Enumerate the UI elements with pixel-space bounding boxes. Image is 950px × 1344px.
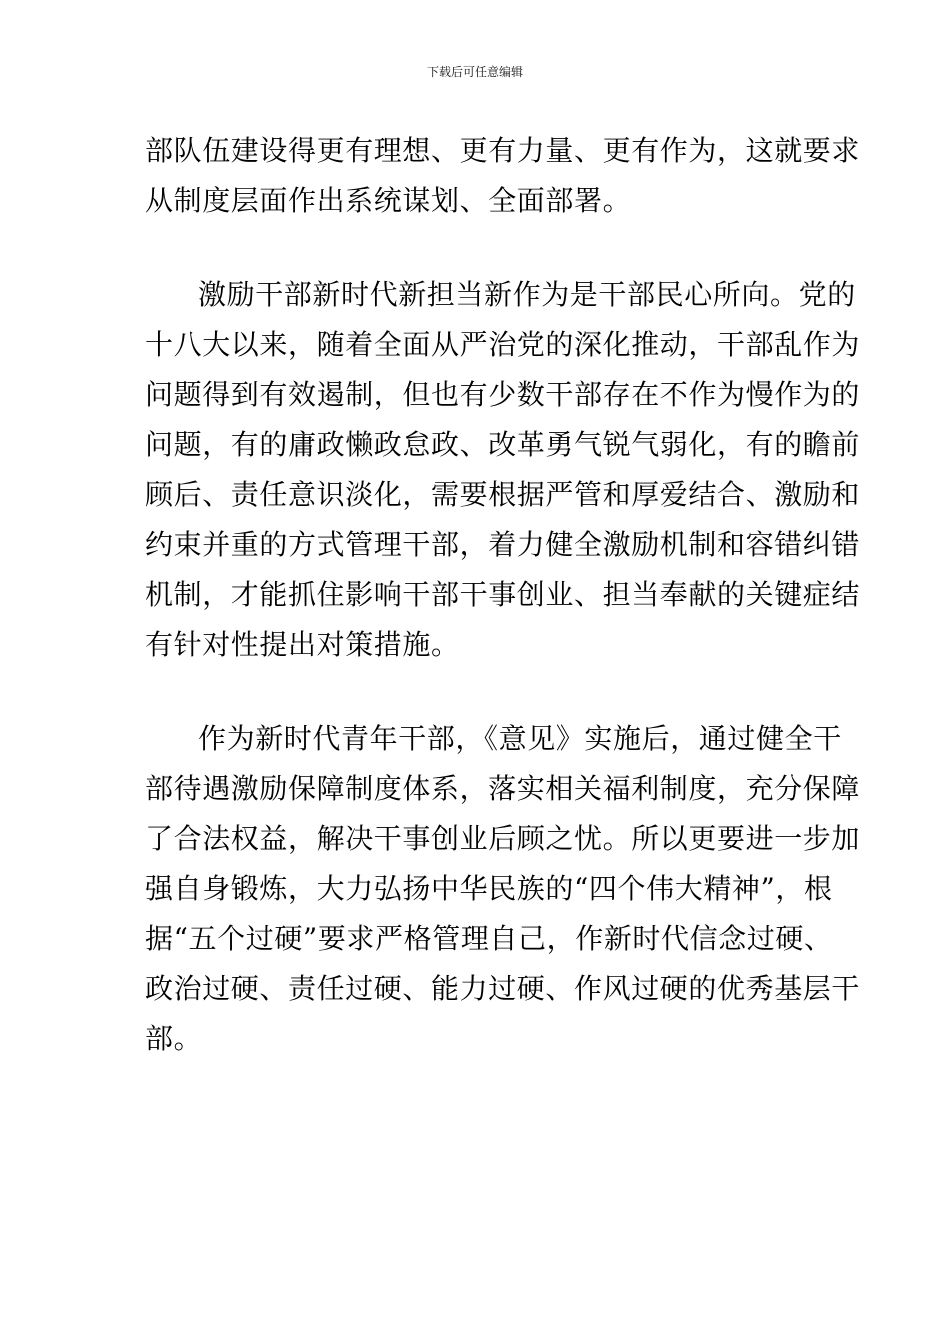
paragraph-line: 约束并重的方式管理干部，着力健全激励机制和容错纠错 xyxy=(145,528,861,561)
paragraph-line: 顾后、责任意识淡化，需要根据严管和厚爱结合、激励和 xyxy=(145,478,861,511)
paragraph-line: 部。 xyxy=(145,1022,203,1055)
paragraph-2 xyxy=(145,270,861,670)
paragraph-line: 作为新时代青年干部，《意见》实施后，通过健全干 xyxy=(198,722,842,755)
paragraph-line: 据“五个过硬”要求严格管理自己，作新时代信念过硬、 xyxy=(145,922,833,955)
paragraph-line: 部待遇激励保障制度体系，落实相关福利制度，充分保障 xyxy=(145,772,861,805)
paragraph-line: 政治过硬、责任过硬、能力过硬、作风过硬的优秀基层干 xyxy=(145,972,861,1005)
paragraph-line: 问题得到有效遏制，但也有少数干部存在不作为慢作为的 xyxy=(145,378,861,411)
document-body xyxy=(145,126,861,1064)
page-header: 下载后可任意编辑 xyxy=(426,65,523,79)
paragraph-gap xyxy=(145,670,807,714)
paragraph-gap xyxy=(145,226,807,270)
paragraph-line: 从制度层面作出系统谋划、全面部署。 xyxy=(145,184,632,217)
paragraph-1 xyxy=(145,126,861,226)
paragraph-line: 机制，才能抓住影响干部干事创业、担当奉献的关键症结 xyxy=(145,578,861,611)
paragraph-line: 有针对性提出对策措施。 xyxy=(145,628,460,661)
paragraph-line: 激励干部新时代新担当新作为是干部民心所向。党的 xyxy=(198,278,856,311)
paragraph-line: 问题，有的庸政懒政怠政、改革勇气锐气弱化，有的瞻前 xyxy=(145,428,861,461)
paragraph-line: 了合法权益，解决干事创业后顾之忧。所以更要进一步加 xyxy=(145,822,861,855)
paragraph-line: 十八大以来，随着全面从严治党的深化推动，干部乱作为 xyxy=(145,328,861,361)
paragraph-line: 部队伍建设得更有理想、更有力量、更有作为，这就要求 xyxy=(145,134,861,167)
paragraph-line: 强自身锻炼，大力弘扬中华民族的“四个伟大精神”，根 xyxy=(145,872,833,905)
paragraph-3 xyxy=(145,714,861,1064)
